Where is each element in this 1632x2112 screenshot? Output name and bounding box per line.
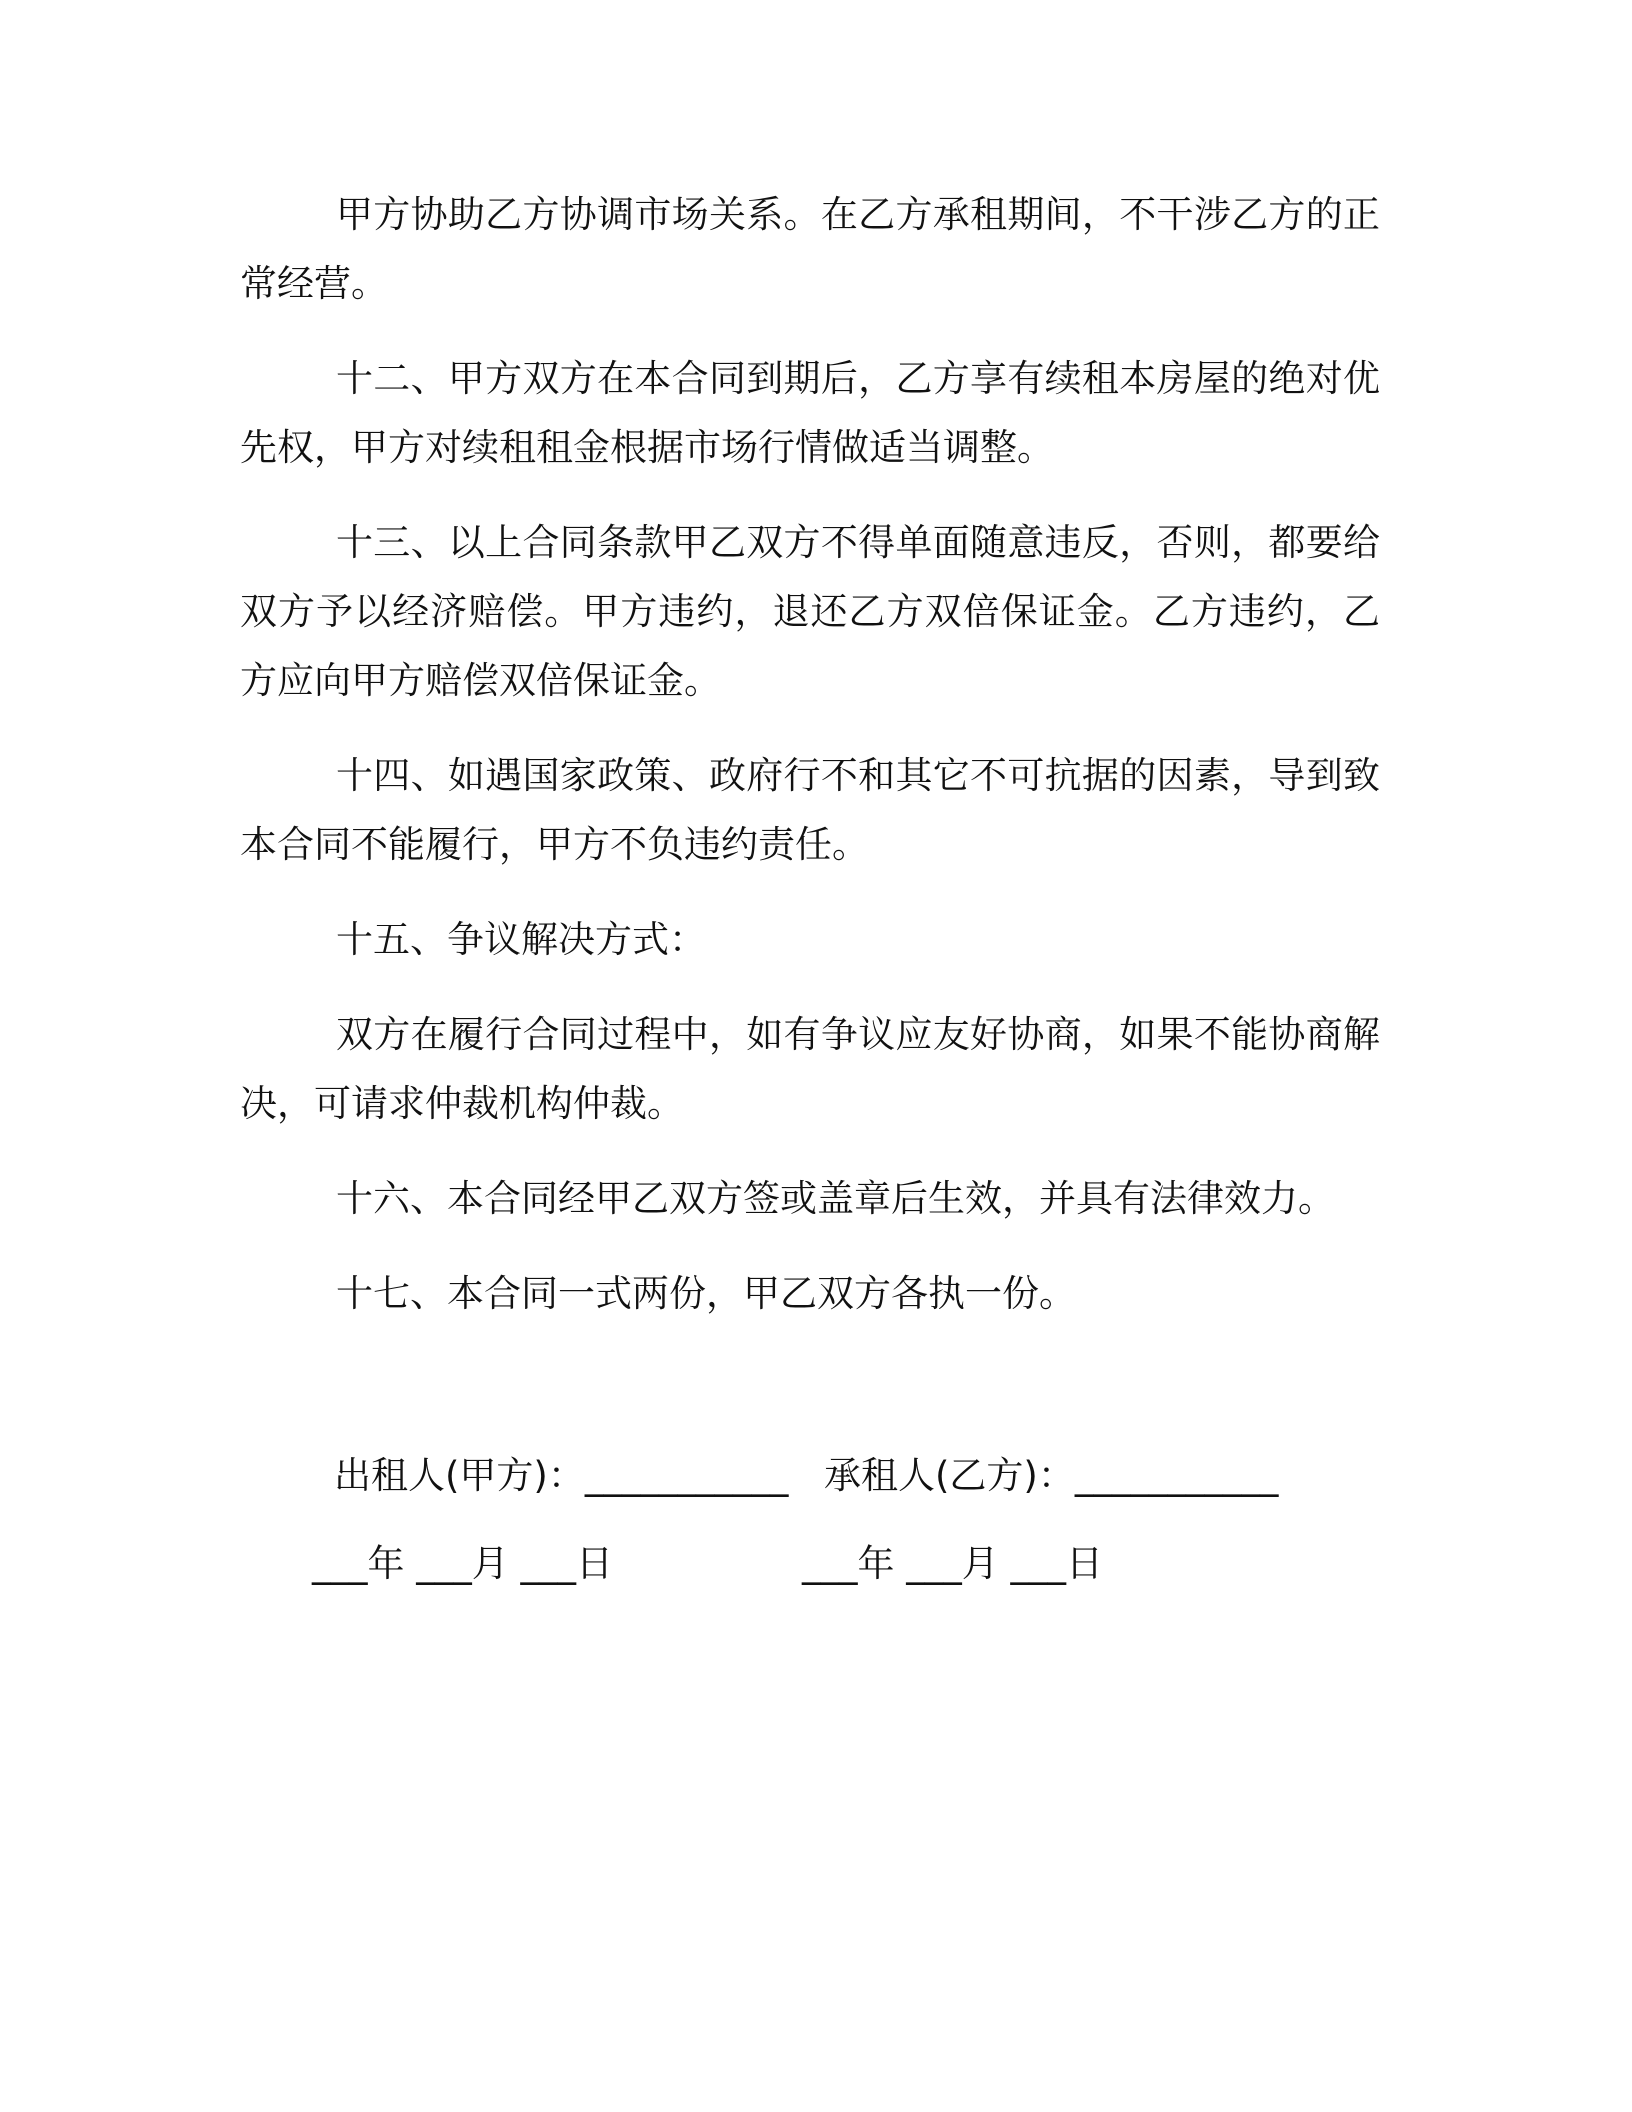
paragraph-dispute-resolution: 双方在履行合同过程中，如有争议应友好协商，如果不能协商解决，可请求仲裁机构仲裁。 (240, 1013, 1380, 1125)
lessor-signature-line: 出租人(甲方)：___________ (334, 1454, 789, 1497)
lessee-signature-line: 承租人(乙方)：___________ (824, 1454, 1279, 1497)
paragraph-clause-16: 十六、本合同经甲乙双方签或盖章后生效，并具有法律效力。 (336, 1177, 1335, 1220)
paragraph-clause-15: 十五、争议解决方式： (336, 918, 706, 961)
paragraph-clause-14: 十四、如遇国家政策、政府行不和其它不可抗据的因素，导到致本合同不能履行，甲方不负违约责任。 (240, 754, 1380, 866)
contract-body (240, 180, 1380, 1354)
lessee-date-line: ___年 ___月 ___日 (802, 1542, 1104, 1585)
paragraph-market-coordination: 甲方协助乙方协调市场关系。在乙方承租期间，不干涉乙方的正常经营。 (240, 193, 1380, 305)
paragraph-clause-13: 十三、以上合同条款甲乙双方不得单面随意违反，否则，都要给双方予以经济赔偿。甲方违约，退还乙方双倍保证金。乙方违约，乙方应向甲方赔偿双倍保证金。 (240, 521, 1380, 702)
paragraph-clause-12: 十二、甲方双方在本合同到期后，乙方享有续租本房屋的绝对优先权，甲方对续租租金根据市场行情做适当调整。 (240, 357, 1380, 469)
paragraph-clause-17: 十七、本合同一式两份，甲乙双方各执一份。 (336, 1272, 1076, 1315)
lessor-date-line: ___年 ___月 ___日 (312, 1542, 614, 1585)
